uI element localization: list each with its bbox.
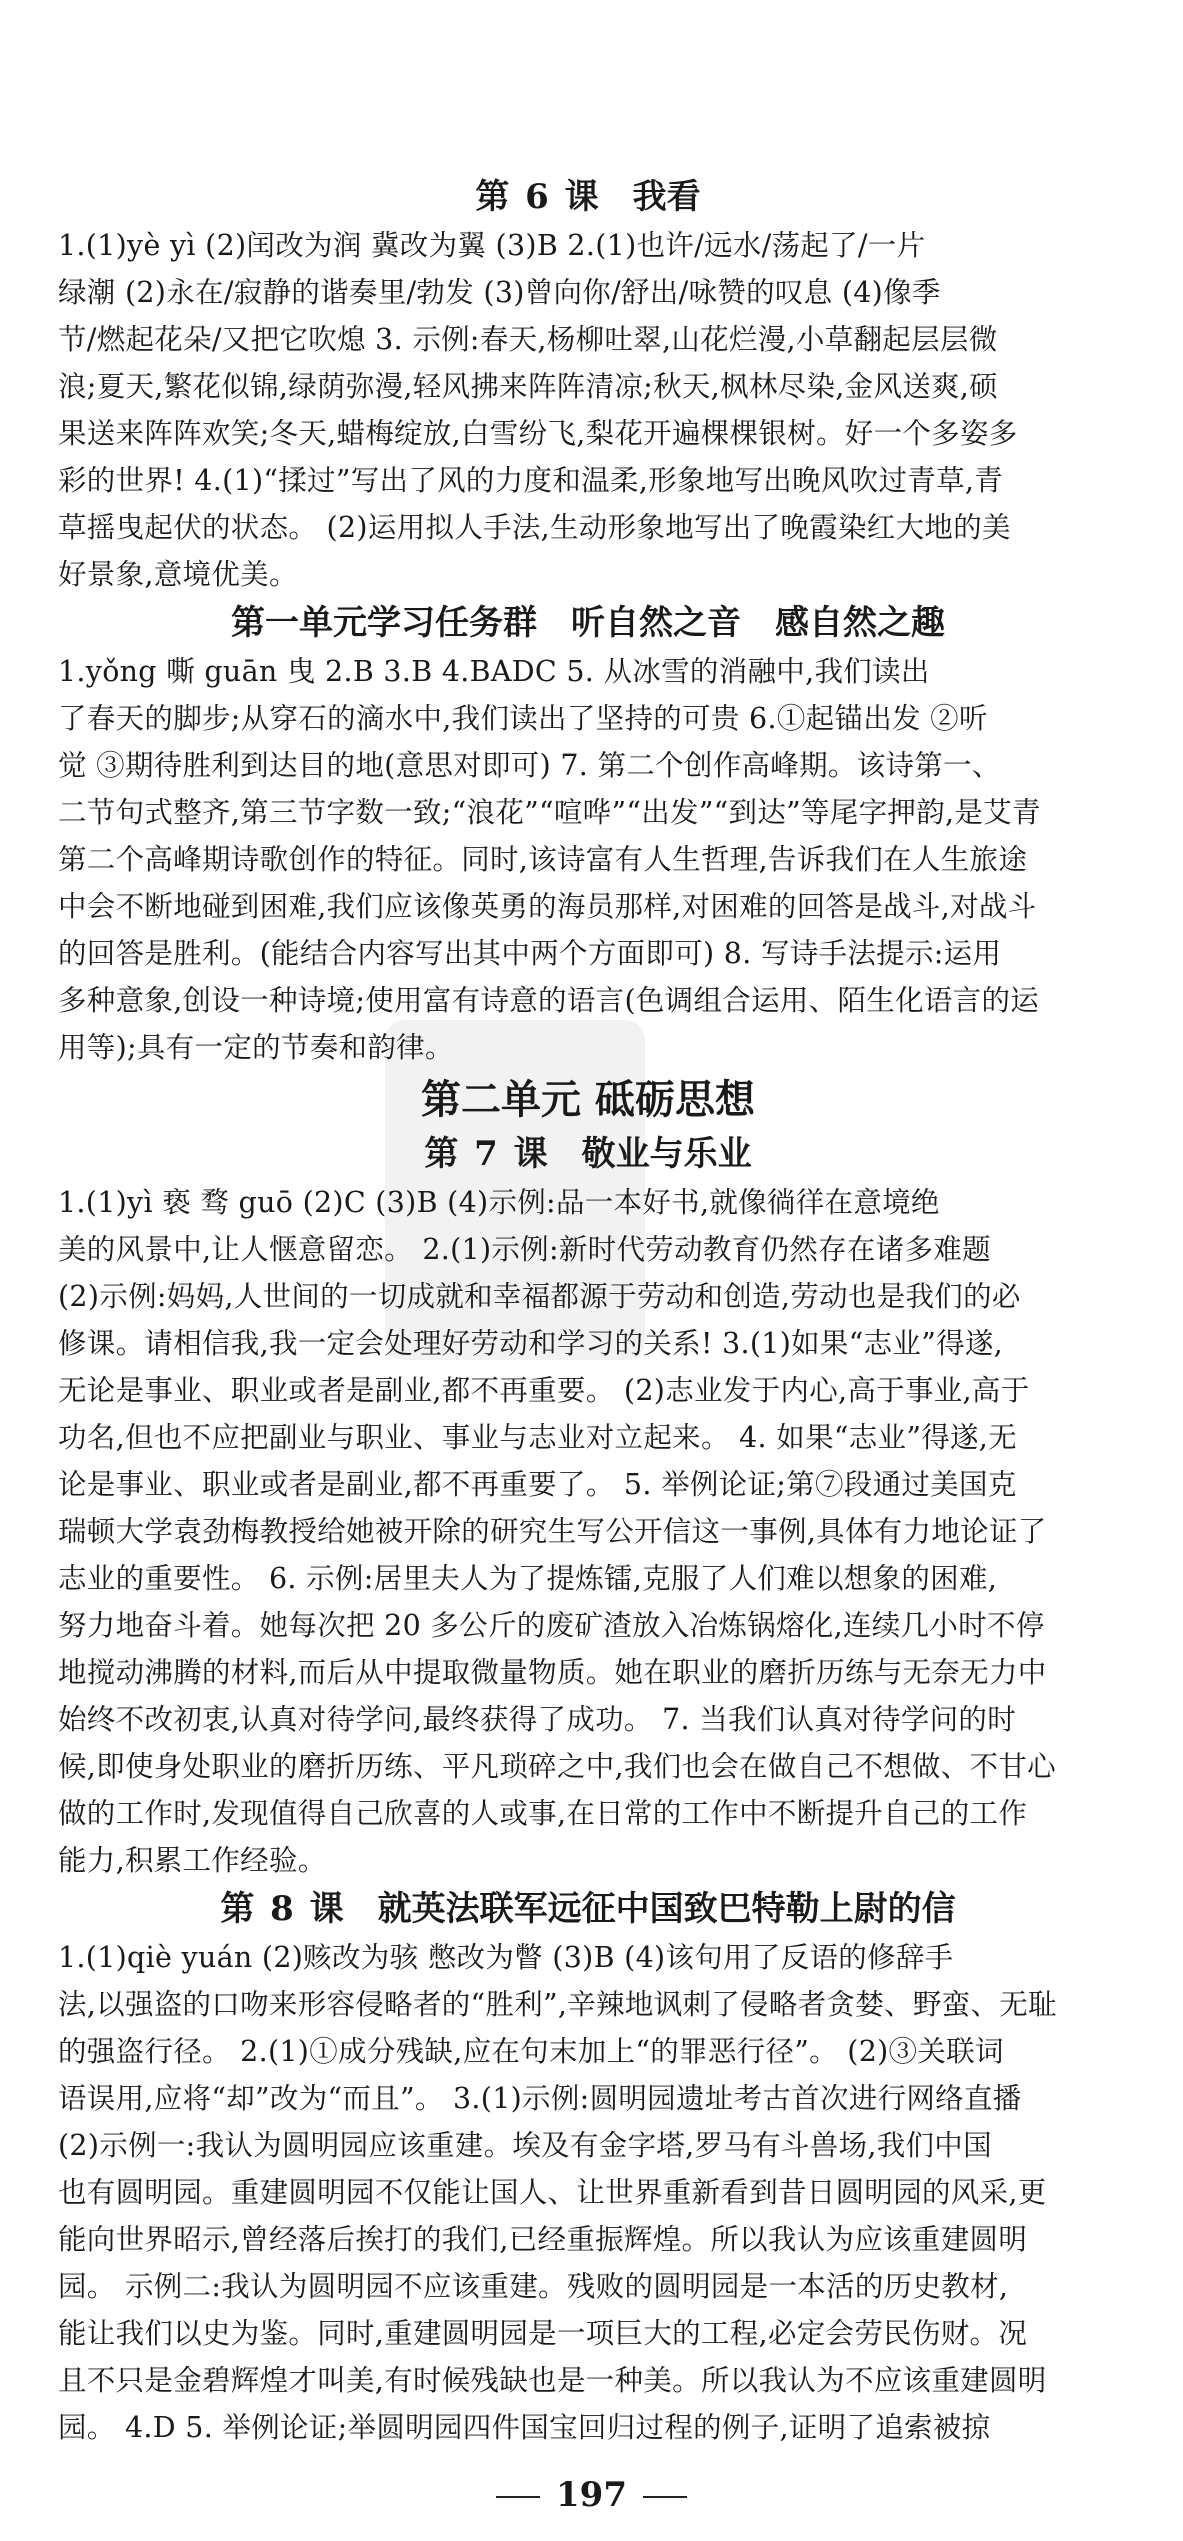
text-line: 功名,但也不应把副业与职业、事业与志业对立起来。 4. 如果“志业”得遂,无 [58,1421,1017,1454]
text-line: 浪;夏天,繁花似锦,绿荫弥漫,轻风拂来阵阵清凉;秋天,枫林尽染,金风送爽,硕 [58,370,998,403]
answer-content [58,172,1118,2451]
lesson-8-name: 就英法联军远征中国致巴特勒上尉的信 [377,1889,956,1929]
text-line: 草摇曳起伏的状态。 (2)运用拟人手法,生动形象地写出了晚霞染红大地的美 [58,511,1011,544]
text-line: 彩的世界! 4.(1)“揉过”写出了风的力度和温柔,形象地写出晚风吹过青草,青 [58,464,1004,497]
lesson-6-name: 我看 [632,177,701,217]
text-line: 觉 ③期待胜利到达目的地(意思对即可) 7. 第二个创作高峰期。该诗第一、 [58,749,1001,782]
text-line: 志业的重要性。 6. 示例:居里夫人为了提炼镭,克服了人们难以想象的困难, [58,1562,998,1595]
text-line: 修课。请相信我,我一定会处理好劳动和学习的关系! 3.(1)如果“志业”得遂, [58,1327,1004,1360]
text-line: 能力,积累工作经验。 [58,1844,327,1877]
text-line: 做的工作时,发现值得自己欣喜的人或事,在日常的工作中不断提升自己的工作 [58,1797,1028,1830]
lesson-7-name: 敬业与乐业 [581,1134,752,1174]
lesson-6-answers [58,222,1118,598]
text-line: 用等);具有一定的节奏和韵律。 [58,1031,454,1064]
text-line: 1.(1)yì 亵 骛 guō (2)C (3)B (4)示例:品一本好书,就像徜徉在意境绝 [58,1186,940,1219]
text-line: 努力地奋斗着。她每次把 20 多公斤的废矿渣放入冶炼锅熔化,连续几小时不停 [58,1609,1045,1642]
footer-dash-right [643,2496,687,2498]
text-line: 的回答是胜利。(能结合内容写出其中两个方面即可) 8. 写诗手法提示:运用 [58,937,1002,970]
text-line: 园。 4.D 5. 举例论证;举圆明园四件国宝回归过程的例子,证明了追索被掠 [58,2411,991,2444]
text-line: 中会不断地碰到困难,我们应该像英勇的海员那样,对困难的回答是战斗,对战斗 [58,890,1037,923]
footer-dash-left [496,2496,540,2498]
text-line: 了春天的脚步;从穿石的滴水中,我们读出了坚持的可贵 6.①起锚出发 ②听 [58,702,988,735]
text-line: 论是事业、职业或者是副业,都不再重要了。 5. 举例论证;第⑦段通过美国克 [58,1468,1017,1501]
text-line: 果送来阵阵欢笑;冬天,蜡梅绽放,白雪纷飞,梨花开遍棵棵银树。好一个多姿多 [58,417,1018,450]
text-line: 多种意象,创设一种诗境;使用富有诗意的语言(色调组合运用、陌生化语言的运 [58,984,1040,1017]
lesson-6-title [58,172,1118,222]
text-line: 且不只是金碧辉煌才叫美,有时候残缺也是一种美。所以我认为不应该重建圆明 [58,2364,1047,2397]
text-line: 二节句式整齐,第三节字数一致;“浪花”“喧哗”“出发”“到达”等尾字押韵,是艾青 [58,796,1041,829]
lesson-8-title [58,1884,1118,1934]
text-line: 好景象,意境优美。 [58,558,298,591]
text-line: 1.yǒng 嘶 guān 曳 2.B 3.B 4.BADC 5. 从冰雪的消融中,我们读出 [58,655,930,688]
text-line: 能向世界昭示,曾经落后挨打的我们,已经重振辉煌。所以我认为应该重建圆明 [58,2223,1028,2256]
text-line: 园。 示例二:我认为圆明园不应该重建。残败的圆明园是一本活的历史教材, [58,2270,1009,2303]
unit-2-title: 第二单元 砥砺思想 [421,1076,755,1123]
text-line: 节/燃起花朵/又把它吹熄 3. 示例:春天,杨柳吐翠,山花烂漫,小草翻起层层微 [58,323,998,356]
text-line: 绿潮 (2)永在/寂静的谐奏里/勃发 (3)曾向你/舒出/咏赞的叹息 (4)像季 [58,276,941,309]
lesson-8-number: 第 8 课 [220,1889,346,1929]
text-line: 瑞顿大学袁劲梅教授给她被开除的研究生写公开信这一事例,具体有力地论证了 [58,1515,1047,1548]
text-line: 候,即使身处职业的磨折历练、平凡琐碎之中,我们也会在做自己不想做、不甘心 [58,1750,1056,1783]
text-line: 1.(1)yè yì (2)闰改为润 冀改为翼 (3)B 2.(1)也许/远水/荡起了/一片 [58,229,926,262]
unit-1-task-label: 第一单元学习任务群 [231,603,537,643]
text-line: 无论是事业、职业或者是副业,都不再重要。 (2)志业发于内心,高于事业,高于 [58,1374,1030,1407]
text-line: 也有圆明园。重建圆明园不仅能让国人、让世界重新看到昔日圆明园的风采,更 [58,2176,1047,2209]
unit-1-task-part-1: 听自然之音 [571,603,741,643]
lesson-8-answers [58,1934,1118,2451]
text-line: (2)示例一:我认为圆明园应该重建。埃及有金字塔,罗马有斗兽场,我们中国 [58,2129,992,2162]
lesson-6-number: 第 6 课 [475,177,601,217]
text-line: 能让我们以史为鉴。同时,重建圆明园是一项巨大的工程,必定会劳民伤财。况 [58,2317,1028,2350]
unit-1-task-answers [58,648,1118,1071]
text-line: 语误用,应将“却”改为“而且”。 3.(1)示例:圆明园遗址考古首次进行网络直播 [58,2082,1022,2115]
lesson-7-title [58,1129,1118,1179]
unit-1-task-part-2: 感自然之趣 [775,603,945,643]
unit-1-task-title [58,598,1118,648]
page-footer [0,2470,1183,2520]
lesson-7-answers [58,1179,1118,1884]
text-line: 1.(1)qiè yuán (2)赅改为骇 憋改为瞥 (3)B (4)该句用了反语的修辞手 [58,1941,954,1974]
text-line: 的强盗行径。 2.(1)①成分残缺,应在句末加上“的罪恶行径”。 (2)③关联词 [58,2035,1004,2068]
text-line: (2)示例:妈妈,人世间的一切成就和幸福都源于劳动和创造,劳动也是我们的必 [58,1280,1021,1313]
text-line: 第二个高峰期诗歌创作的特征。同时,该诗富有人生哲理,告诉我们在人生旅途 [58,843,1028,876]
text-line: 法,以强盗的口吻来形容侵略者的“胜利”,辛辣地讽刺了侵略者贪婪、野蛮、无耻 [58,1988,1057,2021]
page-number: 197 [556,2475,627,2515]
text-line: 美的风景中,让人惬意留恋。 2.(1)示例:新时代劳动教育仍然存在诸多难题 [58,1233,991,1266]
text-line: 始终不改初衷,认真对待学问,最终获得了成功。 7. 当我们认真对待学问的时 [58,1703,1017,1736]
text-line: 地搅动沸腾的材料,而后从中提取微量物质。她在职业的磨折历练与无奈无力中 [58,1656,1047,1689]
lesson-7-number: 第 7 课 [424,1134,550,1174]
